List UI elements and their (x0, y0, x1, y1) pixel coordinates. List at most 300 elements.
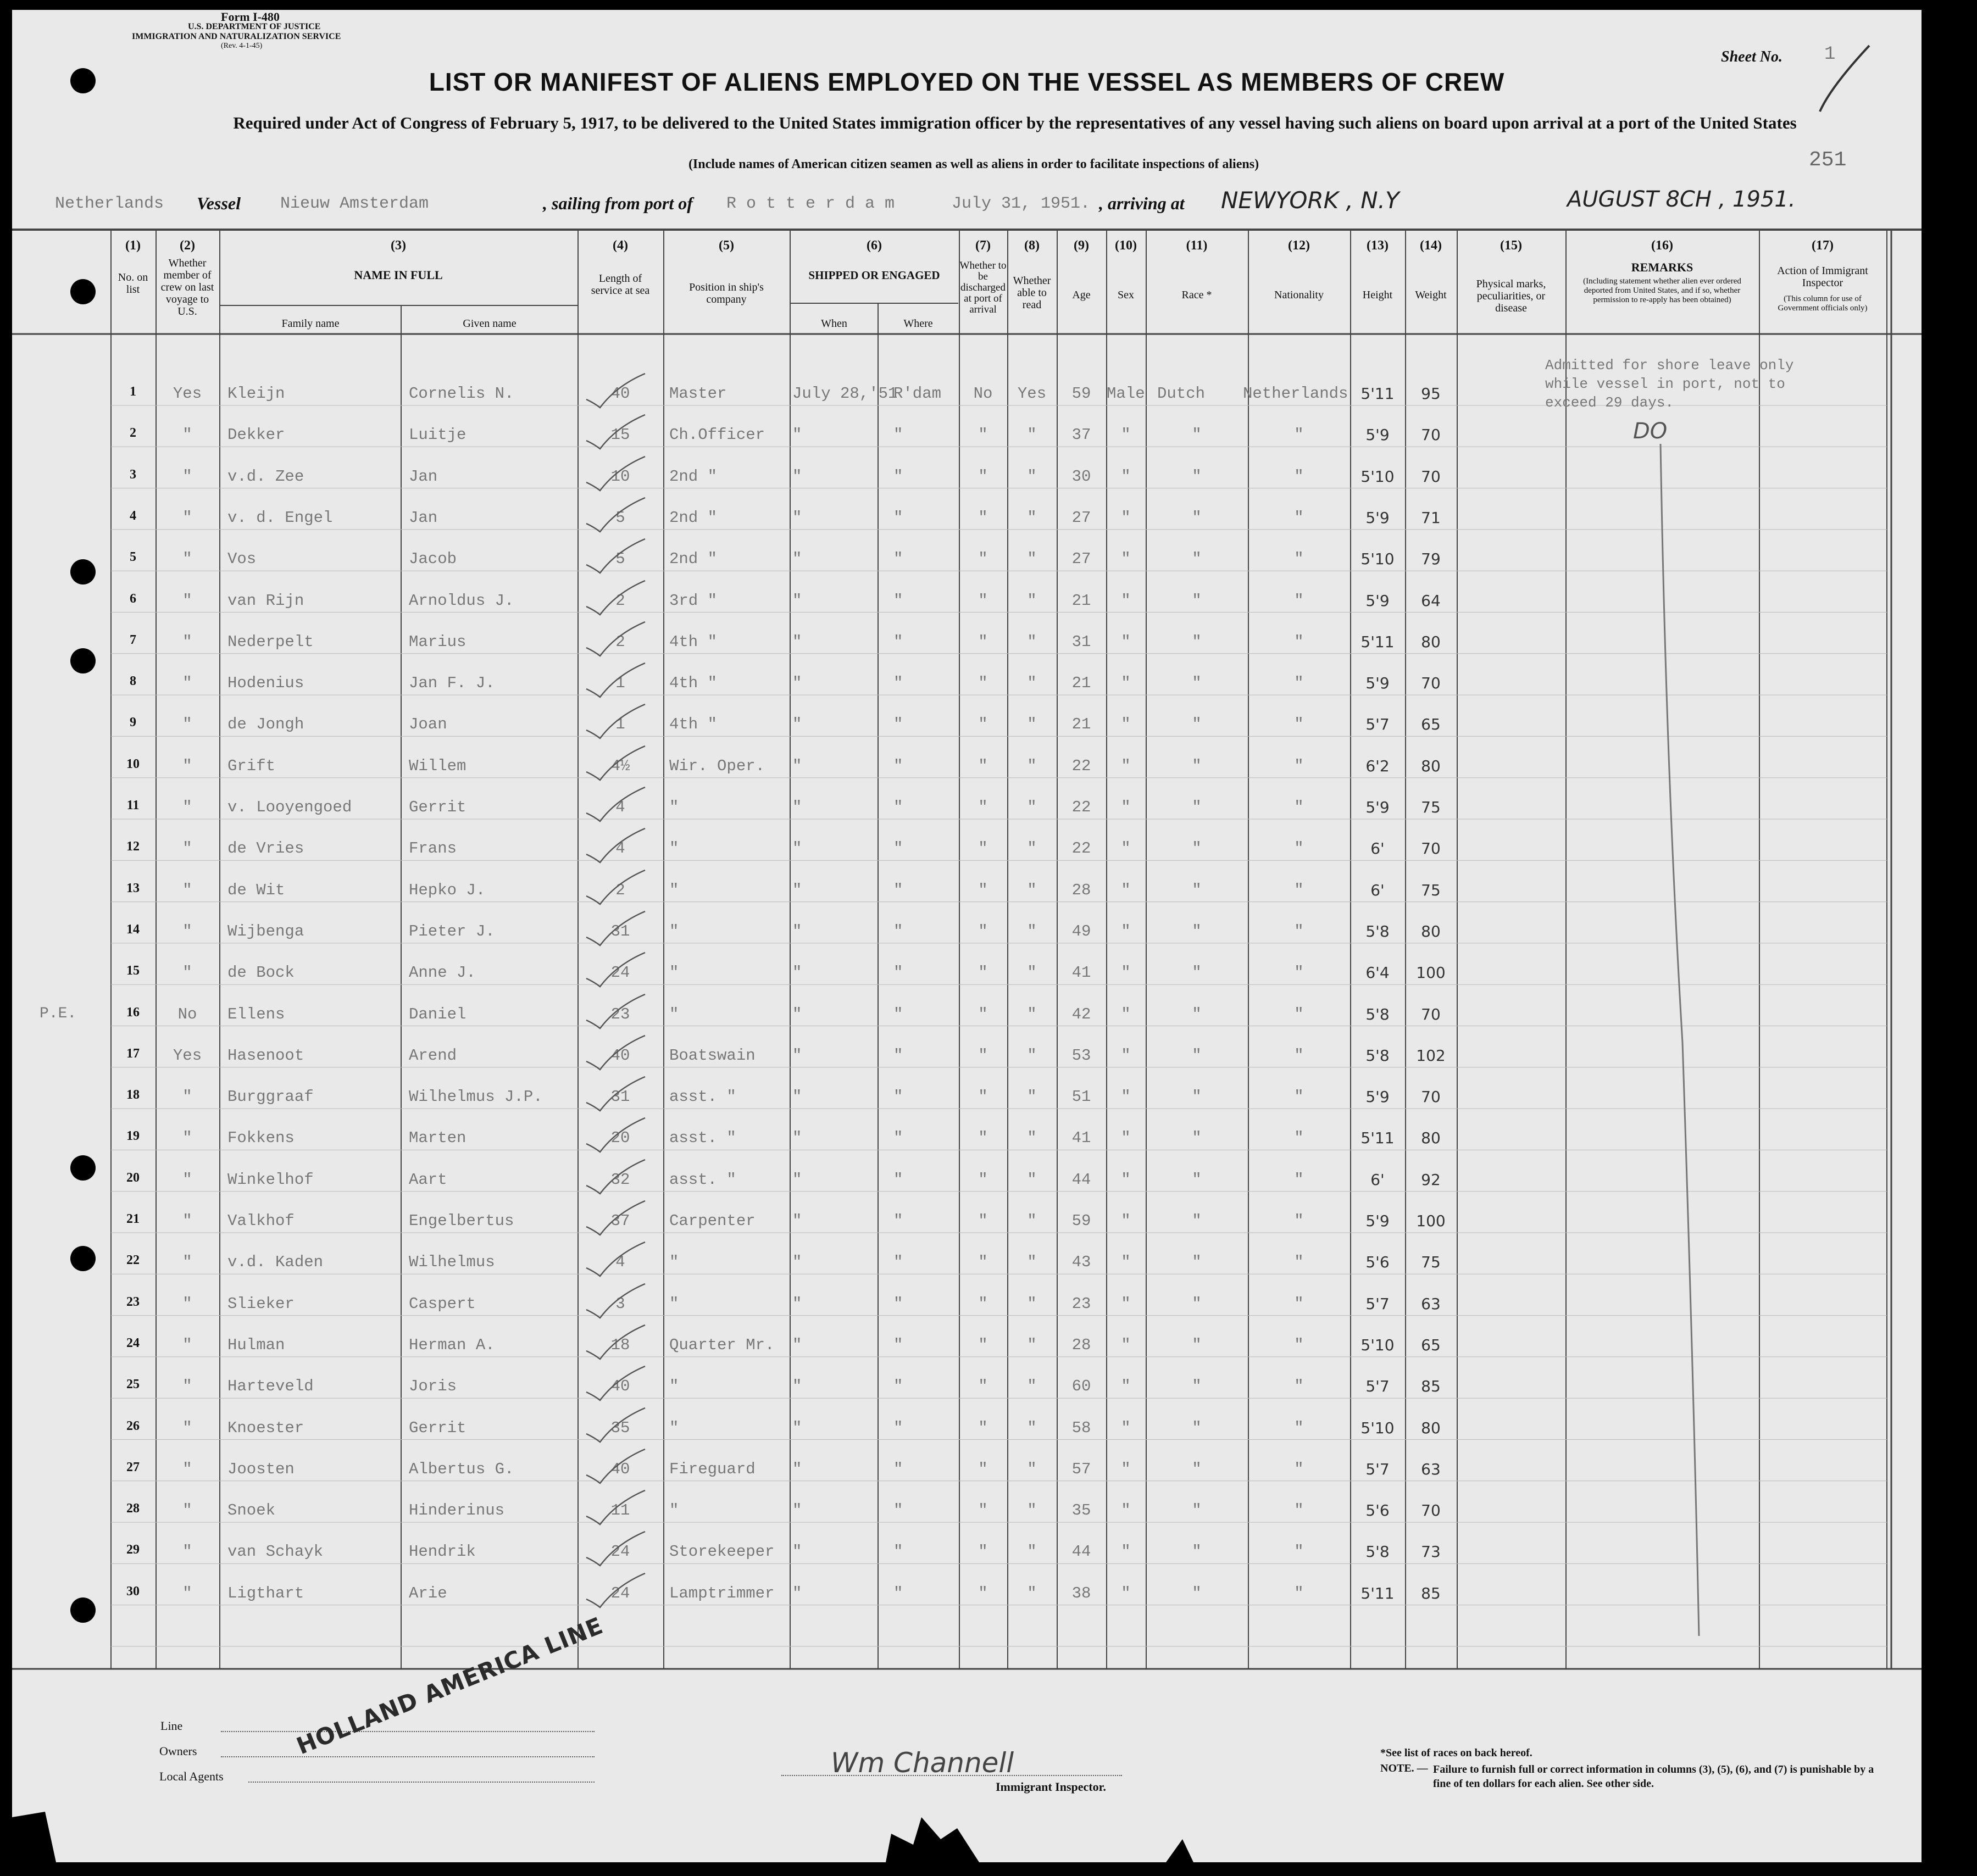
cell-height: 5'8 (1365, 922, 1390, 940)
footer-agents-label: Local Agents (159, 1769, 224, 1783)
cell-disch: " (978, 426, 988, 444)
footer-owners-field (221, 1756, 595, 1757)
cell-no: 4 (130, 508, 136, 523)
col-num: (2) (180, 238, 195, 253)
cell-age: 58 (1071, 1418, 1091, 1437)
cell-read: " (1027, 922, 1037, 940)
cell-sex: " (1121, 798, 1131, 816)
cell-position: " (669, 1501, 679, 1520)
cell-no: 23 (126, 1294, 140, 1309)
cell-service: 20 (610, 1129, 630, 1148)
cell-age: 60 (1071, 1377, 1091, 1396)
remarks-ditto-line (1639, 438, 1721, 1647)
cell-family: Grift (227, 756, 276, 775)
cell-family: Knoester (227, 1418, 304, 1437)
cell-disch: " (978, 1170, 988, 1189)
cell-read: " (1027, 1335, 1037, 1354)
cell-nat: " (1294, 1501, 1304, 1520)
cell-sex: " (1121, 1584, 1131, 1602)
cell-where: " (893, 1253, 903, 1272)
cell-no: 17 (126, 1046, 140, 1061)
col-label: Weight (1415, 289, 1447, 301)
cell-race: " (1192, 467, 1202, 486)
cell-family: Slieker (227, 1294, 295, 1313)
check-mark-icon (584, 493, 649, 537)
cell-service: 4 (615, 798, 625, 816)
cell-nat: " (1294, 1046, 1304, 1065)
cell-service: 5 (615, 550, 625, 569)
cell-family: de Vries (227, 839, 304, 858)
check-mark-icon (584, 1155, 649, 1199)
cell-where: " (893, 1418, 903, 1437)
cell-position: 4th " (669, 632, 718, 651)
signature-field (781, 1775, 1122, 1776)
cell-age: 21 (1071, 674, 1091, 693)
cell-when: " (792, 1377, 802, 1396)
cell-position: " (669, 1005, 679, 1023)
cell-age: 30 (1071, 467, 1091, 486)
cell-service: 2 (615, 881, 625, 899)
cell-height: 5'11 (1360, 1129, 1395, 1148)
cell-disch: " (978, 591, 988, 610)
cell-nat: " (1294, 1088, 1304, 1106)
cell-where: " (893, 591, 903, 610)
cell-height: 5'10 (1360, 1418, 1395, 1437)
cell-nat: " (1294, 922, 1304, 940)
cell-sex: " (1121, 1294, 1131, 1313)
cell-position: asst. " (669, 1129, 736, 1148)
cell-sex: " (1121, 632, 1131, 651)
cell-service: 24 (610, 1543, 630, 1561)
check-mark-icon (584, 535, 649, 578)
cell-given: Frans (409, 839, 457, 858)
cell-given: Luitje (409, 426, 467, 444)
cell-age: 57 (1071, 1460, 1091, 1478)
cell-age: 28 (1071, 1335, 1091, 1354)
cell-position: 2nd " (669, 550, 718, 569)
cell-read: " (1027, 1294, 1037, 1313)
cell-race: " (1192, 1046, 1202, 1065)
cell-height: 5'9 (1365, 426, 1390, 444)
cell-where: " (893, 1005, 903, 1023)
cell-no: 20 (126, 1170, 140, 1185)
cell-where: " (893, 1377, 903, 1396)
cell-read: " (1027, 1212, 1037, 1230)
cell-prev: Yes (173, 385, 202, 403)
cell-height: 5'7 (1365, 1294, 1390, 1313)
col-label: SHIPPED OR ENGAGED (808, 269, 940, 282)
cell-no: 26 (126, 1418, 140, 1433)
cell-given: Jan F. J. (409, 674, 495, 693)
cell-given: Wilhelmus (409, 1253, 495, 1272)
check-mark-icon (584, 1569, 649, 1613)
cell-sex: " (1121, 839, 1131, 858)
cell-height: 5'7 (1365, 715, 1390, 734)
cell-race: " (1192, 632, 1202, 651)
cell-read: " (1027, 839, 1037, 858)
departure-port: R o t t e r d a m (726, 194, 895, 213)
cell-where: " (893, 1335, 903, 1354)
cell-weight: 65 (1421, 1335, 1441, 1354)
cell-nat: " (1294, 591, 1304, 610)
cell-prev: " (182, 632, 192, 651)
cell-height: 6'2 (1365, 756, 1390, 775)
cell-read: " (1027, 1253, 1037, 1272)
cell-race: " (1192, 674, 1202, 693)
cell-age: 51 (1071, 1088, 1091, 1106)
cell-prev: " (182, 1294, 192, 1313)
cell-no: 3 (130, 467, 136, 482)
col-label: Whether member of crew on last voyage to U.S. (160, 257, 214, 318)
cell-prev: " (182, 1253, 192, 1272)
cell-height: 5'9 (1365, 674, 1390, 693)
cell-disch: " (978, 1005, 988, 1023)
cell-disch: " (978, 508, 988, 527)
cell-service: 40 (610, 1460, 630, 1478)
cell-family: Ellens (227, 1005, 285, 1023)
cell-when: " (792, 1294, 802, 1313)
cell-race: " (1192, 715, 1202, 734)
cell-read: " (1027, 1170, 1037, 1189)
col-label: Physical marks, peculiarities, or disease (1476, 278, 1546, 314)
col-label: Sex (1118, 289, 1134, 301)
cell-height: 5'9 (1365, 1212, 1390, 1230)
cell-age: 42 (1071, 1005, 1091, 1023)
cell-position: Storekeeper (669, 1543, 775, 1561)
cell-no: 22 (126, 1253, 140, 1268)
cell-given: Arie (409, 1584, 447, 1602)
cell-when: " (792, 922, 802, 940)
cell-given: Pieter J. (409, 922, 495, 940)
cell-read: " (1027, 508, 1037, 527)
cell-race: " (1192, 1005, 1202, 1023)
cell-read: " (1027, 715, 1037, 734)
cell-race: " (1192, 1501, 1202, 1520)
cell-sex: " (1121, 881, 1131, 899)
cell-weight: 85 (1421, 1377, 1441, 1396)
cell-family: Ligthart (227, 1584, 304, 1602)
cell-family: de Wit (227, 881, 285, 899)
cell-weight: 75 (1421, 881, 1441, 899)
check-mark-icon (584, 410, 649, 454)
cell-weight: 95 (1421, 385, 1441, 403)
check-mark-icon (584, 1238, 649, 1282)
cell-where: " (893, 1046, 903, 1065)
arrival-date: AUGUST 8CH , 1951. (1567, 187, 1796, 212)
cell-height: 6' (1370, 1170, 1385, 1189)
cell-sex: " (1121, 756, 1131, 775)
cell-prev: " (182, 467, 192, 486)
col-num: (1) (125, 238, 141, 253)
cell-race: " (1192, 922, 1202, 940)
cell-age: 53 (1071, 1046, 1091, 1065)
cell-given: Cornelis N. (409, 385, 514, 403)
cell-family: van Schayk (227, 1543, 324, 1561)
cell-disch: " (978, 1294, 988, 1313)
cell-nat: " (1294, 1543, 1304, 1561)
cell-given: Albertus G. (409, 1460, 514, 1478)
cell-no: 6 (130, 591, 136, 606)
col-label: Action of Immigrant Inspector (1777, 265, 1868, 289)
cell-nat: " (1294, 508, 1304, 527)
cell-weight: 100 (1416, 1212, 1446, 1230)
cell-given: Arend (409, 1046, 457, 1065)
cell-family: Fokkens (227, 1129, 295, 1148)
cell-disch: " (978, 1212, 988, 1230)
cell-read: Yes (1017, 385, 1047, 403)
cell-service: 40 (610, 1046, 630, 1065)
cell-weight: 80 (1421, 632, 1441, 651)
cell-where: " (893, 1543, 903, 1561)
cell-sex: " (1121, 1377, 1131, 1396)
cell-position: " (669, 881, 679, 899)
cell-where: " (893, 674, 903, 693)
cell-when: " (792, 1418, 802, 1437)
cell-sex: " (1121, 1129, 1131, 1148)
cell-age: 21 (1071, 591, 1091, 610)
cell-when: " (792, 1335, 802, 1354)
cell-read: " (1027, 798, 1037, 816)
cell-disch: " (978, 964, 988, 982)
cell-read: " (1027, 1584, 1037, 1602)
cell-given: Willem (409, 756, 467, 775)
cell-race: " (1192, 881, 1202, 899)
cell-read: " (1027, 964, 1037, 982)
cell-age: 31 (1071, 632, 1091, 651)
check-mark-icon (584, 1114, 649, 1157)
cell-service: 23 (610, 1005, 630, 1023)
cell-weight: 70 (1421, 674, 1441, 693)
cell-given: Marius (409, 632, 467, 651)
cell-nat: " (1294, 1460, 1304, 1478)
cell-family: Dekker (227, 426, 285, 444)
form-number: Form I-480 (221, 10, 280, 24)
cell-nat: " (1294, 1377, 1304, 1396)
cell-disch: " (978, 1088, 988, 1106)
check-mark-icon (584, 1527, 649, 1571)
cell-weight: 75 (1421, 1253, 1441, 1272)
cell-when: " (792, 550, 802, 569)
col-sublabel-family: Family name (281, 318, 340, 330)
cell-when: " (792, 1501, 802, 1520)
cell-given: Joan (409, 715, 447, 734)
cell-read: " (1027, 1377, 1037, 1396)
cell-race: " (1192, 508, 1202, 527)
fine-note-text: Failure to furnish full or correct information in columns (3), (5), (6), and (7) is punishable by a fine of ten dollars for each alien. See other side. (1433, 1763, 1874, 1790)
cell-age: 38 (1071, 1584, 1091, 1602)
cell-no: 27 (126, 1460, 140, 1474)
cell-no: 12 (126, 839, 140, 854)
check-mark-icon (584, 1321, 649, 1365)
cell-nat: " (1294, 1335, 1304, 1354)
cell-given: Jan (409, 508, 438, 527)
cell-height: 5'8 (1365, 1046, 1390, 1065)
cell-family: Vos (227, 550, 257, 569)
cell-no: 29 (126, 1543, 140, 1557)
cell-service: 10 (610, 467, 630, 486)
cell-service: 3 (615, 1294, 625, 1313)
cell-where: " (893, 1584, 903, 1602)
cell-where: " (893, 426, 903, 444)
cell-family: Harteveld (227, 1377, 314, 1396)
col-label: Height (1362, 289, 1393, 301)
col-num: (7) (975, 238, 991, 253)
cell-prev: Yes (173, 1046, 202, 1065)
cell-nat: " (1294, 798, 1304, 816)
col-num: (16) (1651, 238, 1673, 253)
col-label: Age (1072, 289, 1091, 301)
cell-family: van Rijn (227, 591, 304, 610)
cell-race: " (1192, 1253, 1202, 1272)
cell-no: 24 (126, 1335, 140, 1350)
cell-when: " (792, 508, 802, 527)
cell-weight: 100 (1416, 964, 1446, 982)
col-label: Length of service at sea (591, 272, 650, 297)
cell-read: " (1027, 550, 1037, 569)
col-label: Whether to be discharged at port of arrival (959, 260, 1007, 315)
vessel-label: Vessel (197, 193, 241, 213)
cell-when: " (792, 715, 802, 734)
check-mark-icon (584, 1072, 649, 1116)
cell-nat: " (1294, 839, 1304, 858)
col-num: (13) (1367, 238, 1389, 253)
cell-disch: " (978, 1335, 988, 1354)
cell-when: " (792, 1584, 802, 1602)
cell-sex: " (1121, 591, 1131, 610)
cell-disch: " (978, 1543, 988, 1561)
cell-where: " (893, 467, 903, 486)
cell-sex: " (1121, 550, 1131, 569)
torn-edge (12, 1795, 1922, 1862)
cell-age: 28 (1071, 881, 1091, 899)
cell-race: " (1192, 591, 1202, 610)
check-mark-icon (584, 783, 649, 827)
cell-when: " (792, 591, 802, 610)
cell-given: Hendrik (409, 1543, 476, 1561)
cell-height: 5'7 (1365, 1460, 1390, 1478)
cell-when: " (792, 839, 802, 858)
cell-when: " (792, 881, 802, 899)
cell-where: R'dam (893, 385, 942, 403)
col-num: (3) (391, 238, 406, 253)
cell-when: " (792, 467, 802, 486)
cell-position: " (669, 1294, 679, 1313)
cell-disch: " (978, 1046, 988, 1065)
cell-sex: " (1121, 426, 1131, 444)
cell-nat: " (1294, 964, 1304, 982)
cell-age: 22 (1071, 798, 1091, 816)
col-num: (6) (867, 238, 882, 253)
col-sublabel-where: Where (903, 318, 933, 330)
fine-note-label: NOTE. — (1380, 1762, 1428, 1774)
cell-disch: " (978, 1129, 988, 1148)
cell-service: 35 (610, 1418, 630, 1437)
holland-america-stamp: HOLLAND AMERICA LINE (292, 1612, 607, 1760)
cell-when: " (792, 1170, 802, 1189)
cell-nat: " (1294, 1129, 1304, 1148)
cell-age: 23 (1071, 1294, 1091, 1313)
cell-sex: " (1121, 1543, 1131, 1561)
cell-service: 5 (615, 508, 625, 527)
cell-prev: " (182, 674, 192, 693)
remarks-line: exceed 29 days. (1545, 394, 1674, 411)
check-mark-icon (584, 1404, 649, 1448)
cell-given: Engelbertus (409, 1212, 514, 1230)
cell-family: de Bock (227, 964, 295, 982)
cell-sex: " (1121, 1418, 1131, 1437)
cell-prev: " (182, 922, 192, 940)
cell-weight: 70 (1421, 426, 1441, 444)
cell-no: 16 (126, 1005, 140, 1020)
sailing-label: , sailing from port of (543, 193, 693, 213)
cell-sex: " (1121, 1460, 1131, 1478)
cell-no: 8 (130, 674, 136, 689)
cell-position: Lamptrimmer (669, 1584, 775, 1602)
cell-race: Dutch (1157, 385, 1206, 403)
cell-sex: " (1121, 1046, 1131, 1065)
cell-race: " (1192, 1543, 1202, 1561)
inspector-signature: Wm Channell (831, 1747, 1014, 1779)
cell-read: " (1027, 632, 1037, 651)
cell-where: " (893, 1170, 903, 1189)
form-revision: (Rev. 4-1-45) (221, 42, 263, 50)
cell-where: " (893, 1129, 903, 1148)
check-mark-icon (584, 824, 649, 868)
cell-height: 6'4 (1365, 964, 1390, 982)
col-label: Whether able to read (1013, 275, 1051, 311)
cell-age: 41 (1071, 1129, 1091, 1148)
cell-position: " (669, 798, 679, 816)
cell-where: " (893, 798, 903, 816)
cell-read: " (1027, 1543, 1037, 1561)
col-num: (17) (1812, 238, 1834, 253)
cell-height: 5'10 (1360, 1335, 1395, 1354)
cell-position: Fireguard (669, 1460, 756, 1478)
cell-when: " (792, 964, 802, 982)
cell-prev: " (182, 1129, 192, 1148)
cell-height: 5'11 (1360, 385, 1395, 403)
cell-no: 2 (130, 426, 136, 441)
footer-owners-label: Owners (159, 1744, 197, 1758)
cell-age: 44 (1071, 1170, 1091, 1189)
cell-prev: " (182, 1501, 192, 1520)
cell-race: " (1192, 964, 1202, 982)
cell-no: 25 (126, 1377, 140, 1392)
check-mark-icon (584, 369, 649, 413)
cell-height: 5'9 (1365, 1088, 1390, 1106)
cell-service: 4 (615, 839, 625, 858)
cell-service: 32 (610, 1170, 630, 1189)
check-mark-icon (584, 1031, 649, 1075)
cell-family: Hasenoot (227, 1046, 304, 1065)
cell-position: 4th " (669, 674, 718, 693)
cell-service: 24 (610, 1584, 630, 1602)
col-label: Position in ship's company (689, 281, 764, 305)
col-num: (14) (1420, 238, 1442, 253)
cell-service: 11 (610, 1501, 630, 1520)
cell-position: asst. " (669, 1088, 736, 1106)
check-mark-icon (584, 452, 649, 496)
cell-nat: " (1294, 881, 1304, 899)
sheet-number: 1 (1824, 44, 1836, 65)
cell-family: v. d. Engel (227, 508, 333, 527)
cell-position: 2nd " (669, 508, 718, 527)
cell-weight: 80 (1421, 1129, 1441, 1148)
cell-service: 24 (610, 964, 630, 982)
cell-family: v.d. Kaden (227, 1253, 324, 1272)
cell-given: Herman A. (409, 1335, 495, 1354)
cell-when: " (792, 1005, 802, 1023)
